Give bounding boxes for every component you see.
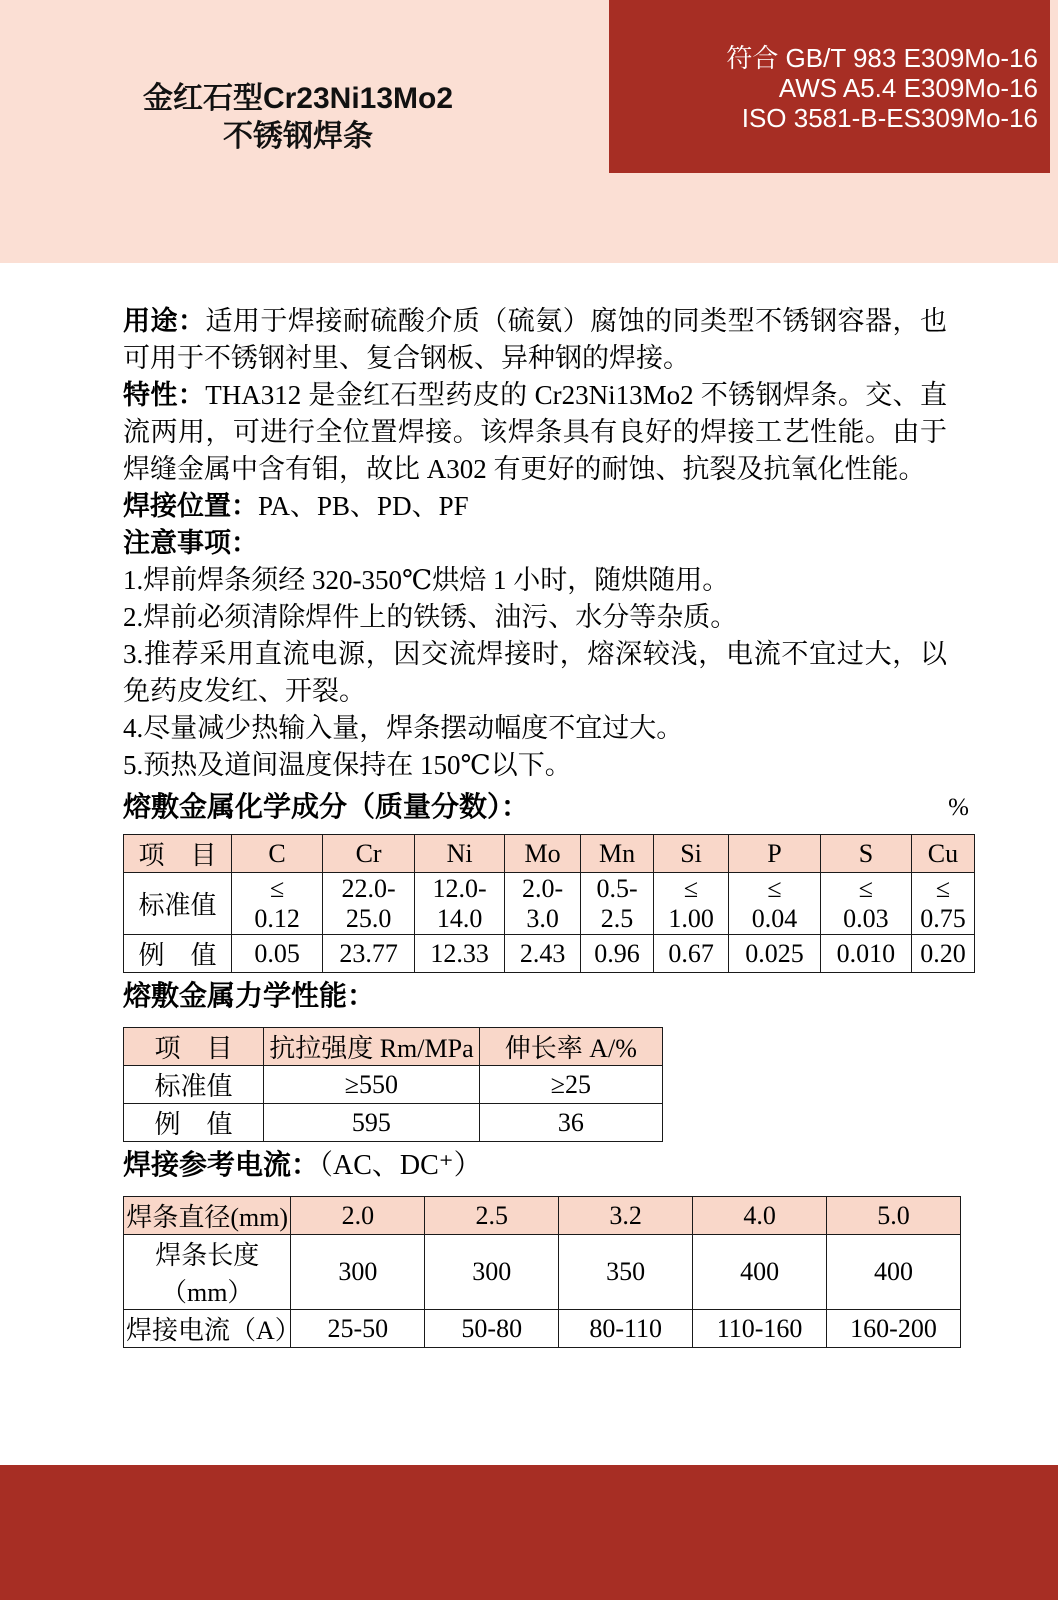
current-length-label: 焊条长度（mm） <box>124 1235 291 1310</box>
document-body <box>123 303 969 1348</box>
chem-example-S: 0.010 <box>820 935 911 973</box>
paragraph-welding-positions <box>123 488 947 525</box>
note-item-5: 5.预热及道间温度保持在 150℃以下。 <box>123 750 572 780</box>
value-top: ≤ <box>858 873 874 903</box>
current-length-value: 300 <box>291 1235 425 1310</box>
value-top: 22.0- <box>341 873 396 903</box>
welding-current-heading <box>123 1148 947 1184</box>
chem-header-Cr: Cr <box>323 835 415 873</box>
current-diameter-value: 5.0 <box>827 1197 961 1235</box>
mech-example-elongation: 36 <box>479 1104 662 1142</box>
current-diameter-label: 焊条直径(mm) <box>124 1197 291 1235</box>
chem-standard-Cr <box>323 873 415 935</box>
mech-example-row <box>124 1104 663 1142</box>
current-length-row <box>124 1235 961 1310</box>
chem-example-Si: 0.67 <box>654 935 729 973</box>
mech-standard-label: 标准值 <box>124 1066 264 1104</box>
value-bottom: 2.5 <box>600 903 634 933</box>
chem-example-Mo: 2.43 <box>505 935 581 973</box>
paragraph-welding-positions-text: PA、PB、PD、PF <box>258 491 469 521</box>
value-top: ≤ <box>767 873 782 903</box>
mechanical-properties-title: 熔敷金属力学性能： <box>123 981 376 1012</box>
chem-standard-C <box>232 873 323 935</box>
chem-standard-S <box>820 873 911 935</box>
chem-example-P: 0.025 <box>729 935 821 973</box>
paragraph-characteristics <box>123 377 947 488</box>
standard-line: ISO 3581-B-ES309Mo-16 <box>741 103 1038 133</box>
current-amperage-value: 160-200 <box>827 1310 961 1348</box>
chem-header-Mn: Mn <box>580 835 653 873</box>
chemical-composition-heading <box>123 790 975 826</box>
welding-current-title-label: 焊接参考电流： <box>123 1150 320 1181</box>
chem-header-Cu: Cu <box>911 835 974 873</box>
value-bottom: 3.0 <box>526 903 559 933</box>
value-bottom: 0.03 <box>843 903 889 933</box>
chem-standard-label: 标准值 <box>124 873 232 935</box>
product-title-line2: 不锈钢焊条 <box>223 120 373 153</box>
chem-header-item: 项 目 <box>124 835 232 873</box>
current-length-value: 300 <box>425 1235 559 1310</box>
current-amperage-value: 110-160 <box>693 1310 827 1348</box>
note-item-3: 3.推荐采用直流电源，因交流焊接时，熔深较浅，电流不宜过大，以免药皮发红、开裂。 <box>123 639 947 706</box>
chem-standard-P <box>729 873 821 935</box>
mechanical-properties-table <box>123 1027 663 1142</box>
chemical-composition-table <box>123 834 975 973</box>
current-length-value: 350 <box>559 1235 693 1310</box>
chem-standard-row <box>124 873 975 935</box>
value-bottom: 0.75 <box>920 903 966 933</box>
welding-current-title <box>123 1148 482 1184</box>
value-top: 2.0- <box>522 873 564 903</box>
welding-current-table <box>123 1196 961 1348</box>
value-bottom: 0.12 <box>254 903 300 933</box>
welding-current-title-suffix: （AC、DC⁺） <box>319 1150 482 1181</box>
mech-standard-tensile: ≥550 <box>264 1066 480 1104</box>
current-diameter-value: 3.2 <box>559 1197 693 1235</box>
current-diameter-value: 2.5 <box>425 1197 559 1235</box>
standards-box <box>609 0 1050 173</box>
chem-header-row <box>124 835 975 873</box>
paragraph-welding-positions-label: 焊接位置： <box>123 491 258 521</box>
mech-example-tensile: 595 <box>264 1104 480 1142</box>
chem-example-Ni: 12.33 <box>415 935 505 973</box>
current-diameter-value: 4.0 <box>693 1197 827 1235</box>
current-diameter-value: 2.0 <box>291 1197 425 1235</box>
note-item-4: 4.尽量减少热输入量，焊条摆动幅度不宜过大。 <box>123 713 684 743</box>
mechanical-properties-heading <box>123 979 947 1015</box>
mech-example-label: 例 值 <box>124 1104 264 1142</box>
current-diameter-row <box>124 1197 961 1235</box>
value-top: ≤ <box>683 873 699 903</box>
value-top: ≤ <box>935 873 951 903</box>
product-title <box>118 80 478 156</box>
value-bottom: 14.0 <box>436 903 483 933</box>
chem-example-label: 例 值 <box>124 935 232 973</box>
paragraph-characteristics-label: 特性： <box>123 380 206 410</box>
mech-standard-row <box>124 1066 663 1104</box>
mech-header-row <box>124 1028 663 1066</box>
value-top: ≤ <box>269 873 285 903</box>
mech-header-elongation: 伸长率 A/% <box>479 1028 662 1066</box>
current-length-value: 400 <box>693 1235 827 1310</box>
current-amperage-value: 25-50 <box>291 1310 425 1348</box>
chem-standard-Cu <box>911 873 974 935</box>
chem-header-Ni: Ni <box>415 835 505 873</box>
current-amperage-value: 50-80 <box>425 1310 559 1348</box>
note-item-1: 1.焊前焊条须经 320-350℃烘焙 1 小时，随烘随用。 <box>123 565 730 595</box>
current-length-value: 400 <box>827 1235 961 1310</box>
chem-example-Cr: 23.77 <box>323 935 415 973</box>
value-top: 12.0- <box>432 873 487 903</box>
notes-heading: 注意事项： <box>123 528 258 558</box>
paragraph-usage-text: 适用于焊接耐硫酸介质（硫氨）腐蚀的同类型不锈钢容器，也可用于不锈钢衬里、复合钢板、异种钢的焊接。 <box>123 306 948 373</box>
mech-header-tensile: 抗拉强度 Rm/MPa <box>264 1028 480 1066</box>
chem-header-C: C <box>232 835 323 873</box>
chem-standard-Si <box>654 873 729 935</box>
value-top: 0.5- <box>596 873 638 903</box>
chem-header-P: P <box>729 835 821 873</box>
chem-example-Mn: 0.96 <box>580 935 653 973</box>
chem-header-S: S <box>820 835 911 873</box>
chemical-composition-unit: % <box>948 794 969 821</box>
product-title-line1: 金红石型Cr23Ni13Mo2 <box>142 82 454 115</box>
chem-example-row <box>124 935 975 973</box>
value-bottom: 0.04 <box>751 903 798 933</box>
chem-header-Si: Si <box>654 835 729 873</box>
chemical-composition-title: 熔敷金属化学成分（质量分数）： <box>123 792 530 823</box>
chem-example-C: 0.05 <box>232 935 323 973</box>
current-amperage-row <box>124 1310 961 1348</box>
paragraph-characteristics-text: THA312 是金红石型药皮的 Cr23Ni13Mo2 不锈钢焊条。交、直流两用，可进行全位置焊接。该焊条具有良好的焊接工艺性能。由于焊缝金属中含有钼，故比 A302 有更好的耐蚀、抗裂及抗氧化性能。 <box>123 380 948 484</box>
footer-bar <box>0 1465 1058 1600</box>
paragraph-usage-label: 用途： <box>123 306 206 336</box>
chem-example-Cu: 0.20 <box>911 935 974 973</box>
standard-line: 符合 GB/T 983 E309Mo-16 <box>726 43 1038 73</box>
standard-line: AWS A5.4 E309Mo-16 <box>778 73 1038 103</box>
mech-standard-elongation: ≥25 <box>479 1066 662 1104</box>
chem-standard-Ni <box>415 873 505 935</box>
chem-standard-Mo <box>505 873 581 935</box>
value-bottom: 1.00 <box>668 903 714 933</box>
value-bottom: 25.0 <box>345 903 392 933</box>
mech-header-item: 项 目 <box>124 1028 264 1066</box>
current-amperage-label: 焊接电流（A） <box>124 1310 291 1348</box>
paragraph-usage <box>123 303 947 377</box>
current-amperage-value: 80-110 <box>559 1310 693 1348</box>
note-item-2: 2.焊前必须清除焊件上的铁锈、油污、水分等杂质。 <box>123 602 738 632</box>
chem-header-Mo: Mo <box>505 835 581 873</box>
chem-standard-Mn <box>580 873 653 935</box>
